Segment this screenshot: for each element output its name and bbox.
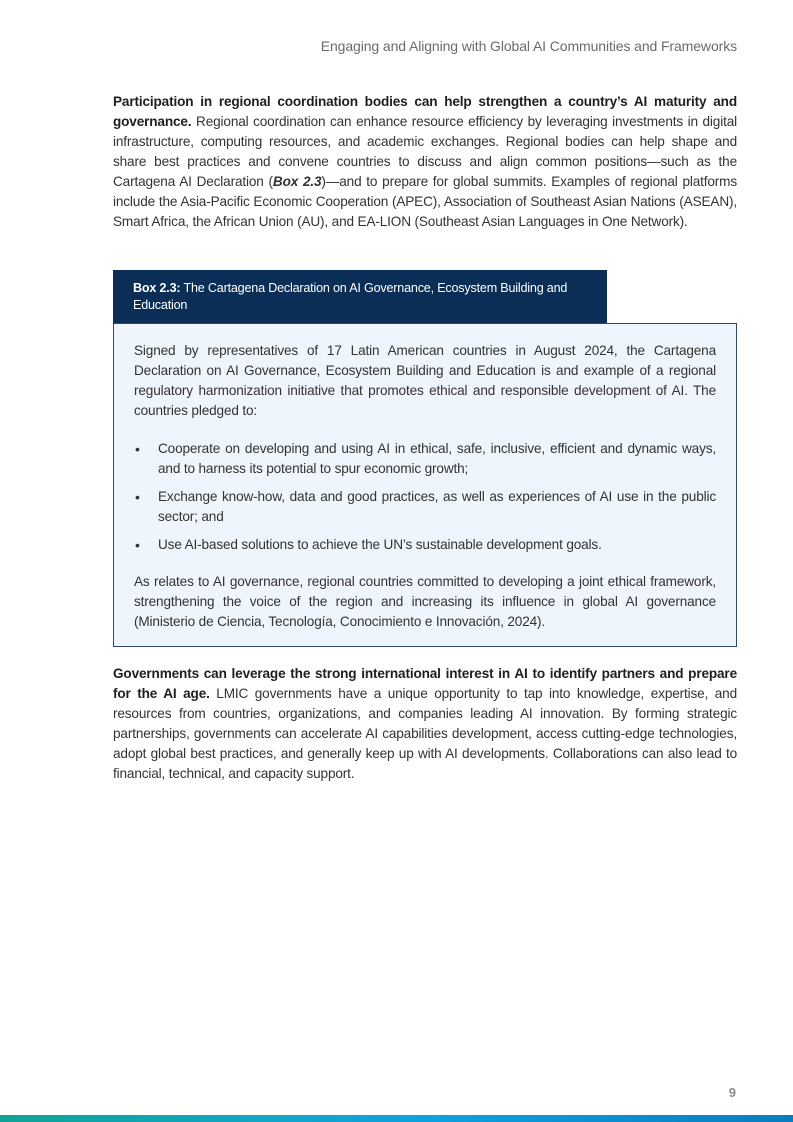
list-item	[134, 487, 716, 527]
bullet-icon: •	[135, 489, 140, 505]
box-title-bar	[113, 270, 607, 323]
bullet-icon: •	[135, 537, 140, 553]
list-item	[134, 439, 716, 479]
bullet-icon: •	[135, 441, 140, 457]
page-number: 9	[728, 1085, 736, 1100]
paragraph-lead: Participation in regional coordination bodies can help strengthen a country’s AI maturity and governance.	[113, 94, 737, 129]
paragraph-lead: Governments can leverage the strong international interest in AI to identify partners and prepare for the AI age.	[113, 666, 737, 701]
paragraph-regional-coordination	[113, 92, 737, 232]
box-bullet-list	[134, 439, 716, 555]
running-header: Engaging and Aligning with Global AI Communities and Frameworks	[320, 38, 737, 54]
box-title: The Cartagena Declaration on AI Governance, Ecosystem Building and Education	[133, 281, 568, 312]
paragraph-text: )—and to prepare for global summits. Examples of regional platforms include the Asia-Pacific Economic Cooperation (APEC), Association of Southeast Asian Nations (ASEAN), Smart Africa, the African Union (AU), and EA-LION (Southeast Asian Languages in One Network).	[113, 174, 737, 229]
box-closing: As relates to AI governance, regional countries committed to developing a joint ethical framework, strengthening the voice of the region and increasing its influence in global AI governance (Ministerio de Ciencia, Tecnología, Conocimiento e Innovación, 2024).	[134, 574, 716, 629]
box-reference: Box 2.3	[272, 174, 322, 189]
box-intro: Signed by representatives of 17 Latin American countries in August 2024, the Cartagena Declaration on AI Governance, Ecosystem Building and Education is and example of a regional regulatory harmonization initiative that promotes ethical and responsible development of AI. The countries pledged to:	[134, 343, 716, 418]
paragraph-international-interest	[113, 664, 737, 784]
paragraph-text: LMIC governments have a unique opportunity to tap into knowledge, expertise, and resources from countries, organizations, and companies leading AI innovation. By forming strategic partnerships, governments can accelerate AI capabilities development, access cutting-edge technologies, adopt global best practices, and generally keep up with AI developments. Collaborations can also lead to financial, technical, and capacity support.	[113, 686, 737, 781]
paragraph-text: Regional coordination can enhance resource efficiency by leveraging investments in digital infrastructure, computing resources, and academic exchanges. Regional bodies can help shape and share best practices and convene countries to discuss and align common positions—such as the Cartagena AI Declaration (	[113, 114, 737, 189]
box-label: Box 2.3:	[133, 281, 181, 295]
list-item-text: Use AI-based solutions to achieve the UN’s sustainable development goals.	[158, 537, 602, 552]
list-item-text: Cooperate on developing and using AI in ethical, safe, inclusive, efficient and dynamic ways, and to harness its potential to spur economic growth;	[158, 441, 716, 476]
list-item	[134, 535, 716, 555]
list-item-text: Exchange know-how, data and good practices, as well as experiences of AI use in the public sector; and	[158, 489, 716, 524]
box-body	[113, 323, 737, 647]
footer-gradient-bar	[0, 1115, 793, 1122]
